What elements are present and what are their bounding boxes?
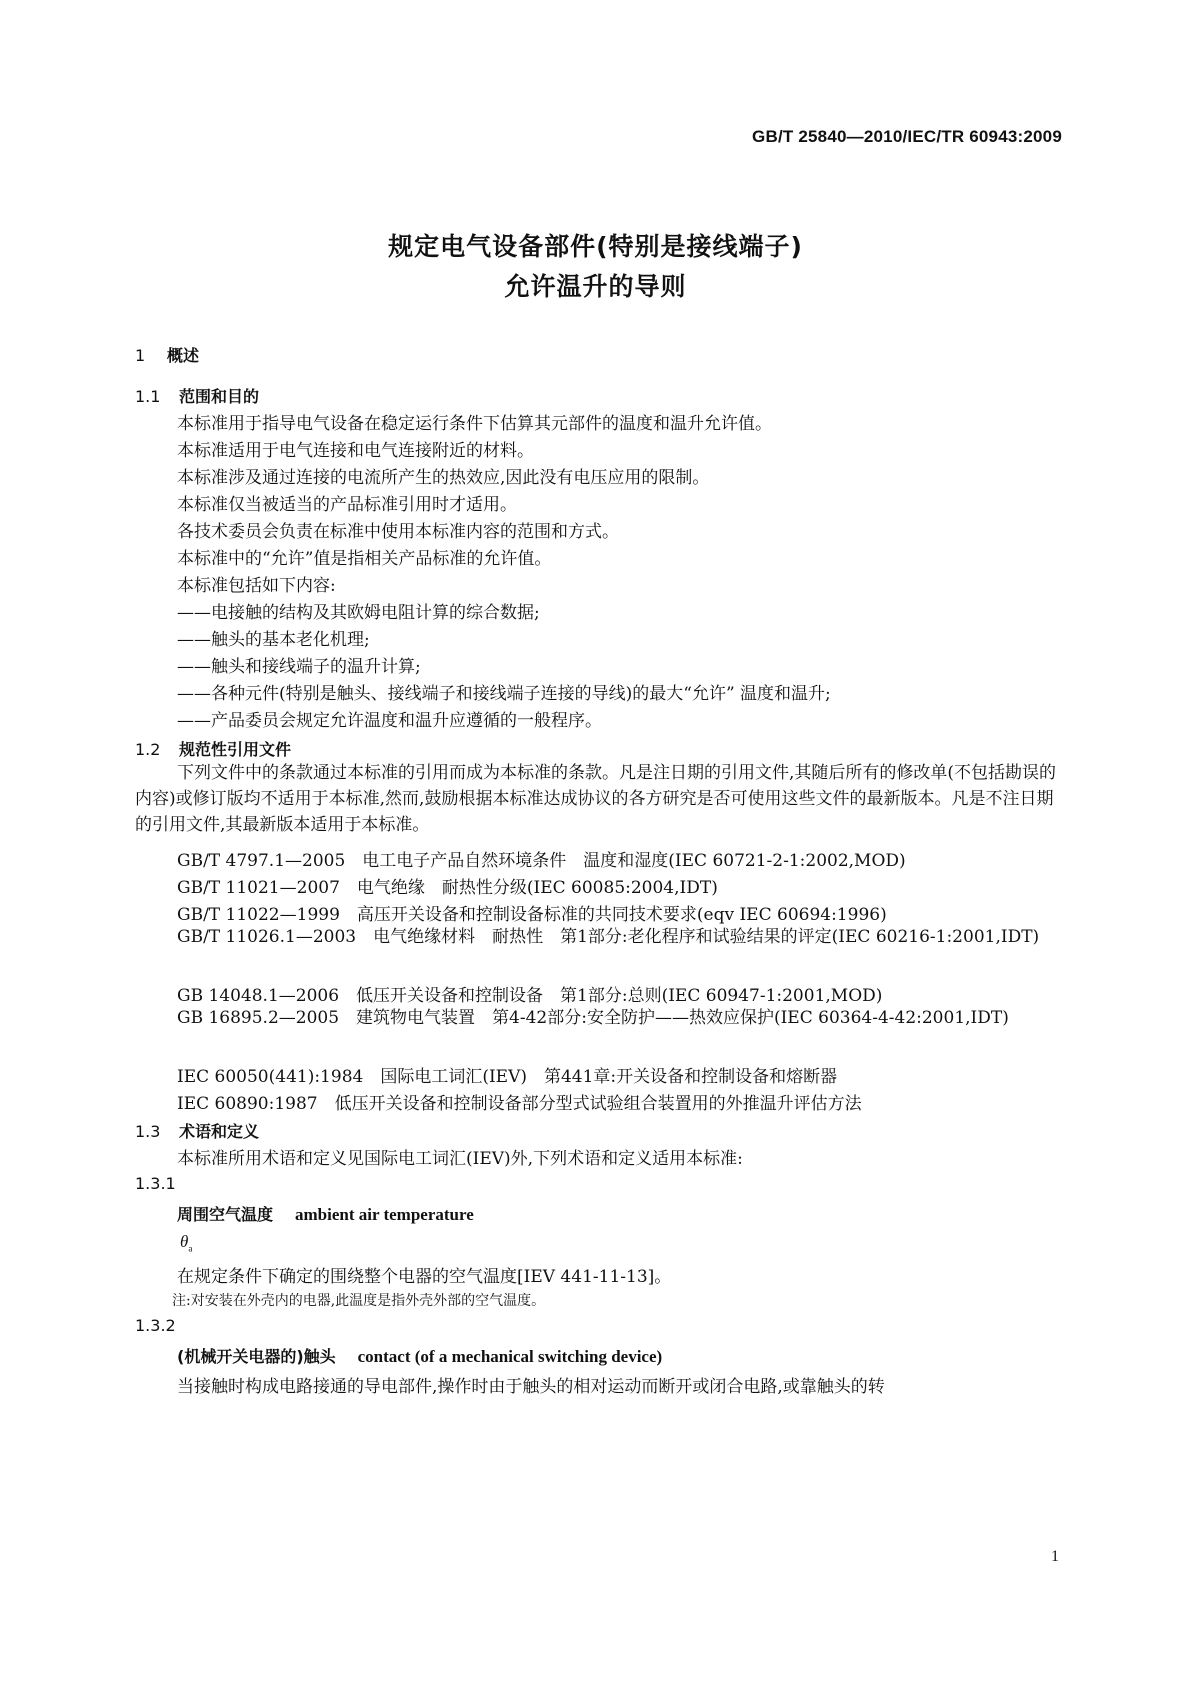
term-definition: 当接触时构成电路接通的导电部件,操作时由于触头的相对运动而断开或闭合电路,或靠触头的转 (177, 1377, 885, 1397)
term-note: 注:对安装在外壳内的电器,此温度是指外壳外部的空气温度。 (172, 1293, 546, 1309)
term-contact (177, 1344, 662, 1367)
reference-item: GB/T 11026.1—2003 电气绝缘材料 耐热性 第1部分:老化程序和试验结果的评定(IEC 60216-1:2001,IDT) (177, 927, 1040, 947)
scope-line-3: 本标准涉及通过连接的电流所产生的热效应,因此没有电压应用的限制。 (177, 468, 710, 488)
title-line-1: 规定电气设备部件(特别是接线端子) (388, 232, 803, 261)
symbol-subscript: a (188, 1243, 193, 1254)
page-number: 1 (1051, 1548, 1059, 1565)
section-1-3-heading (135, 1119, 259, 1142)
references-intro: 下列文件中的条款通过本标准的引用而成为本标准的条款。凡是注日期的引用文件,其随后所有的修改单(不包括勘误的内容)或修订版均不适用于本标准,然而,鼓励根据本标准达成协议的各方研究是否可使用这些文件的最新版本。凡是不注日期的引用文件,其最新版本适用于本标准。 (135, 763, 1057, 835)
section-1-3-2-heading (135, 1316, 179, 1335)
terms-intro: 本标准所用术语和定义见国际电工词汇(IEV)外,下列术语和定义适用本标准: (177, 1149, 743, 1169)
section-number: 1.3 (135, 1122, 161, 1141)
reference-item: IEC 60890:1987 低压开关设备和控制设备部分型式试验组合装置用的外推温升评估方法 (177, 1094, 862, 1114)
scope-line-4: 本标准仅当被适当的产品标准引用时才适用。 (177, 495, 517, 515)
section-1-2-heading (135, 737, 291, 760)
term-symbol (180, 1232, 192, 1253)
section-title: 术语和定义 (179, 1122, 260, 1141)
section-1-heading (135, 343, 199, 366)
section-number: 1.2 (135, 740, 161, 759)
standard-number: GB/T 25840—2010/IEC/TR 60943:2009 (752, 127, 1062, 146)
scope-line-1: 本标准用于指导电气设备在稳定运行条件下估算其元部件的温度和温升允许值。 (177, 414, 772, 434)
term-english: contact (of a mechanical switching device) (357, 1347, 663, 1366)
section-number: 1.1 (135, 387, 161, 406)
scope-line-2: 本标准适用于电气连接和电气连接附近的材料。 (177, 441, 534, 461)
scope-line-5: 各技术委员会负责在标准中使用本标准内容的范围和方式。 (177, 522, 619, 542)
section-title: 范围和目的 (179, 387, 260, 406)
term-ambient-air-temperature (177, 1202, 474, 1225)
section-title: 概述 (167, 346, 200, 365)
symbol-theta: θ (180, 1232, 189, 1251)
scope-list-item-3: ——触头和接线端子的温升计算; (177, 657, 421, 677)
term-english: ambient air temperature (295, 1205, 474, 1224)
scope-list-item-1: ——电接触的结构及其欧姆电阻计算的综合数据; (177, 603, 540, 623)
reference-item: GB 16895.2—2005 建筑物电气装置 第4-42部分:安全防护——热效应保护(IEC 60364-4-42:2001,IDT) (177, 1008, 1009, 1028)
reference-item: GB 14048.1—2006 低压开关设备和控制设备 第1部分:总则(IEC 60947-1:2001,MOD) (177, 986, 883, 1006)
scope-list-item-5: ——产品委员会规定允许温度和温升应遵循的一般程序。 (177, 711, 602, 731)
scope-list-item-4: ——各种元件(特别是触头、接线端子和接线端子连接的导线)的最大“允许” 温度和温升; (177, 684, 831, 704)
reference-item: GB/T 11022—1999 高压开关设备和控制设备标准的共同技术要求(eqv IEC 60694:1996) (177, 905, 887, 925)
section-number: 1.3.1 (135, 1174, 176, 1193)
document-title (0, 227, 1191, 307)
scope-list-item-2: ——触头的基本老化机理; (177, 630, 370, 650)
scope-line-6: 本标准中的“允许”值是指相关产品标准的允许值。 (177, 549, 552, 569)
section-1-3-1-heading (135, 1174, 179, 1193)
reference-item: GB/T 11021—2007 电气绝缘 耐热性分级(IEC 60085:2004,IDT) (177, 878, 718, 898)
term-chinese: 周围空气温度 (177, 1205, 274, 1224)
section-number: 1 (135, 346, 146, 365)
term-definition: 在规定条件下确定的围绕整个电器的空气温度[IEV 441-11-13]。 (177, 1267, 672, 1287)
title-line-2: 允许温升的导则 (504, 272, 687, 301)
section-1-1-heading (135, 384, 259, 407)
term-chinese: (机械开关电器的)触头 (177, 1347, 336, 1366)
reference-item: GB/T 4797.1—2005 电工电子产品自然环境条件 温度和湿度(IEC 60721-2-1:2002,MOD) (177, 851, 906, 871)
scope-line-7: 本标准包括如下内容: (177, 576, 336, 596)
reference-item: IEC 60050(441):1984 国际电工词汇(IEV) 第441章:开关设备和控制设备和熔断器 (177, 1067, 838, 1087)
section-number: 1.3.2 (135, 1316, 176, 1335)
section-title: 规范性引用文件 (179, 740, 292, 759)
